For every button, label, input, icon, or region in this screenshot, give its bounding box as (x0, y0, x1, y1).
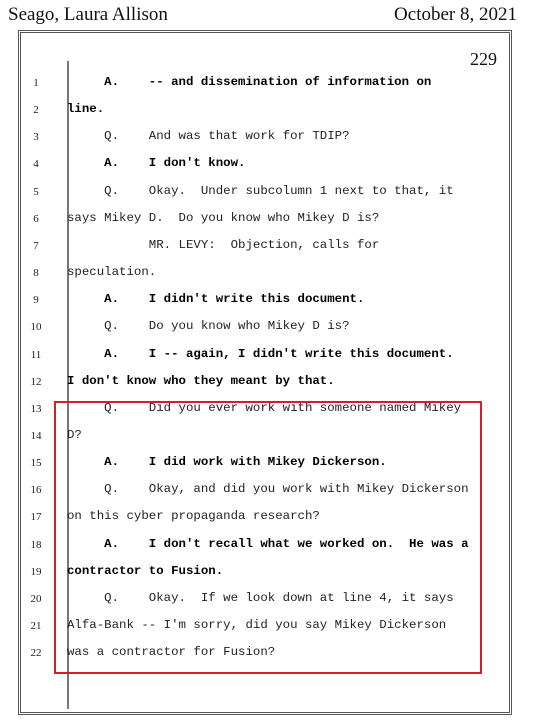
transcript-page (18, 30, 512, 715)
line-number: 21 (30, 620, 42, 632)
line-text: Q. Okay. Under subcolumn 1 next to that, it (67, 183, 454, 198)
transcript-line (21, 127, 511, 154)
line-number: 18 (30, 538, 42, 551)
line-text: A. I don't recall what we worked on. He was a (67, 536, 469, 551)
line-number: 17 (30, 511, 42, 524)
line-number: 19 (30, 565, 42, 578)
line-text: Q. Did you ever work with someone named Mikey (67, 400, 462, 415)
line-text: Q. And was that work for TDIP? (67, 129, 350, 144)
line-number: 14 (30, 429, 42, 442)
line-text: A. I -- again, I didn't write this document. (67, 346, 454, 361)
line-text: MR. LEVY: Objection, calls for (67, 237, 380, 252)
transcript-line (21, 345, 511, 372)
line-number: 7 (33, 239, 39, 252)
line-number: 6 (33, 212, 39, 225)
line-text: A. I didn't write this document. (67, 292, 365, 307)
transcript-line (21, 290, 511, 317)
transcript-line (21, 209, 511, 236)
transcript-line (21, 236, 511, 263)
transcript-line (21, 182, 511, 209)
line-number: 13 (30, 402, 42, 415)
page-number: 229 (470, 49, 497, 69)
line-number: 11 (30, 348, 42, 361)
transcript-line (21, 372, 511, 399)
line-number: 9 (33, 294, 39, 307)
line-text: D? (67, 427, 82, 442)
line-number: 4 (33, 158, 39, 171)
line-text: was a contractor for Fusion? (67, 645, 276, 660)
line-text: contractor to Fusion. (67, 563, 224, 578)
line-number: 3 (33, 131, 39, 144)
transcript-line (21, 263, 511, 290)
line-text: A. I did work with Mikey Dickerson. (67, 455, 387, 470)
line-number: 10 (30, 321, 42, 334)
line-text: line. (67, 102, 105, 117)
line-number: 8 (33, 267, 39, 280)
line-text: says Mikey D. Do you know who Mikey D is? (67, 210, 380, 225)
line-text: Q. Do you know who Mikey D is? (67, 319, 350, 334)
line-text: Q. Okay. If we look down at line 4, it says (67, 590, 454, 605)
line-text: I don't know who they meant by that. (67, 373, 335, 388)
line-text: Q. Okay, and did you work with Mikey Dickerson (67, 482, 469, 497)
transcript-line (21, 154, 511, 181)
transcript-line (21, 73, 511, 100)
line-text: speculation. (67, 265, 157, 280)
line-text: A. I don't know. (67, 156, 246, 171)
highlight-box (54, 401, 482, 674)
line-number: 16 (30, 484, 42, 497)
line-text: on this cyber propaganda research? (67, 509, 320, 524)
line-number: 12 (30, 375, 42, 388)
line-number: 22 (30, 647, 42, 660)
line-number: 15 (30, 457, 42, 470)
line-number: 1 (33, 77, 39, 89)
witness-name: Seago, Laura Allison (8, 4, 168, 25)
deposition-date: October 8, 2021 (394, 4, 517, 25)
line-text: Alfa-Bank -- I'm sorry, did you say Mikey Dickerson (67, 618, 447, 632)
line-number: 20 (30, 592, 42, 605)
transcript-line (21, 317, 511, 344)
transcript-line (21, 100, 511, 127)
line-number: 2 (33, 104, 39, 117)
line-number: 5 (33, 185, 39, 198)
line-text: A. -- and dissemination of information on (67, 75, 432, 89)
